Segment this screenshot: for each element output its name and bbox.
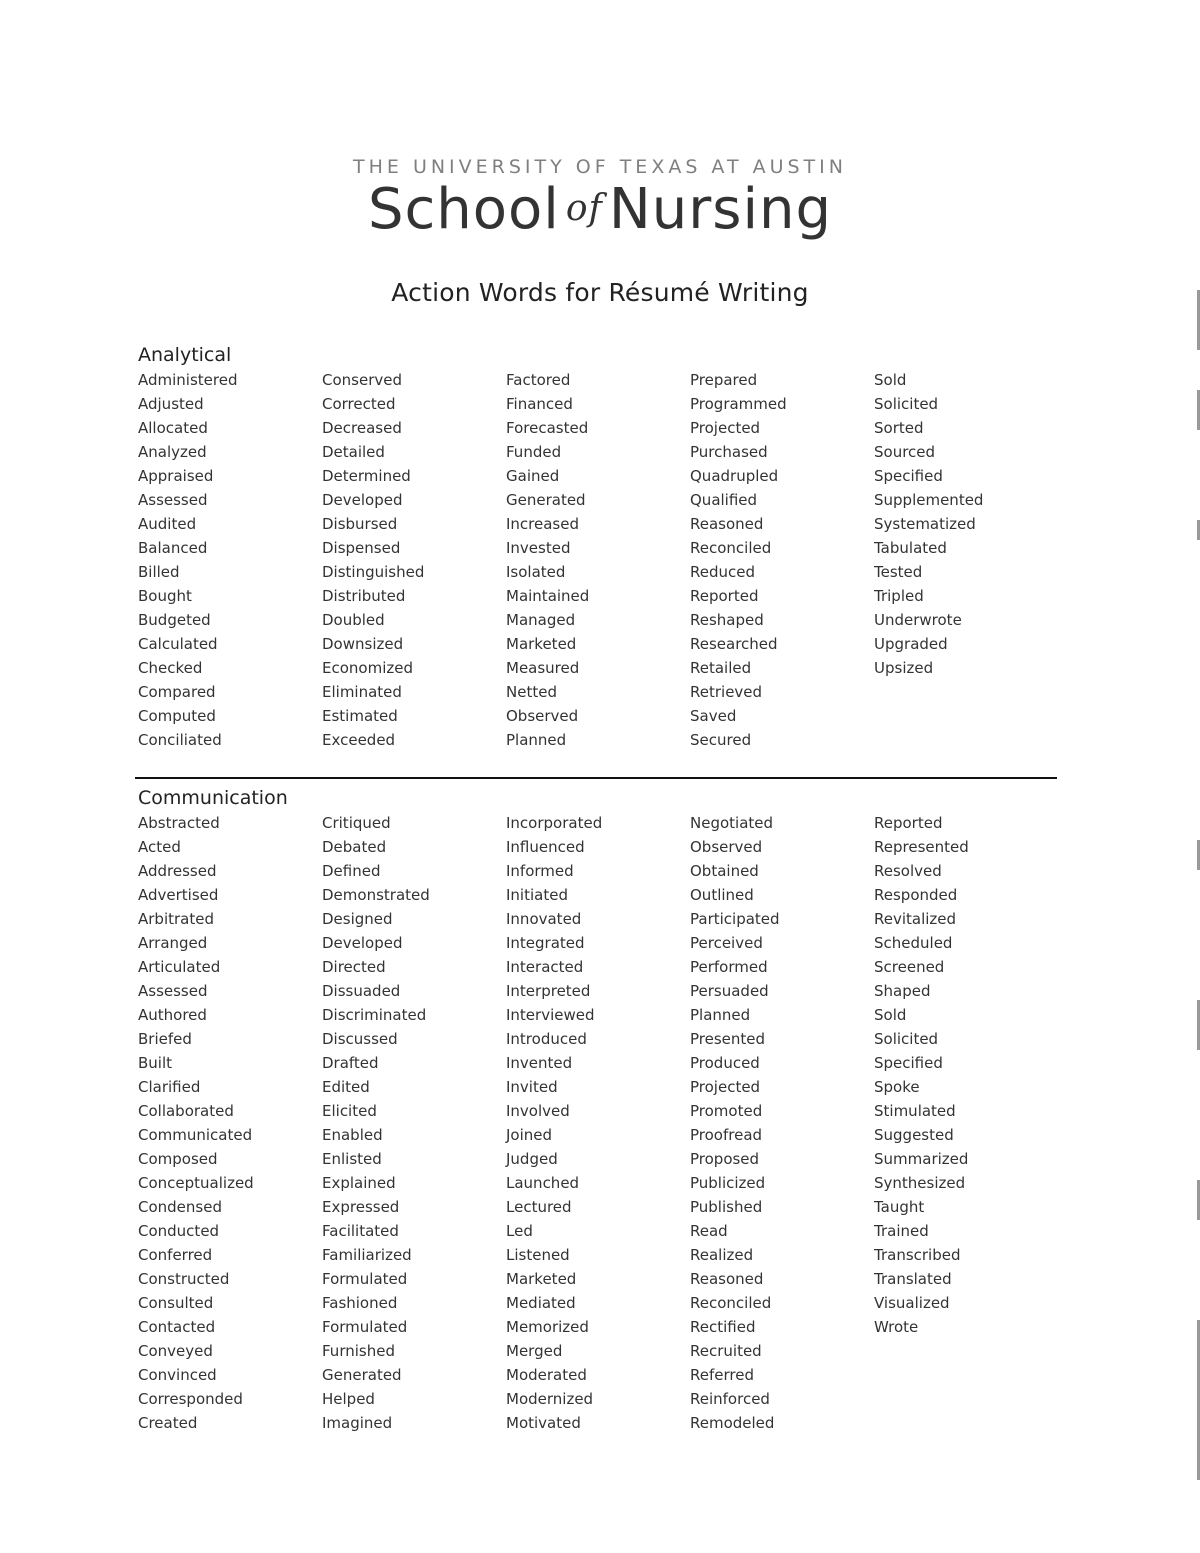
action-word: Directed bbox=[322, 958, 386, 976]
action-word: Decreased bbox=[322, 419, 402, 437]
school-name-suffix: Nursing bbox=[608, 177, 833, 242]
action-word: Drafted bbox=[322, 1054, 379, 1072]
action-word: Shaped bbox=[874, 982, 931, 1000]
action-word: Read bbox=[690, 1222, 728, 1240]
action-word: Proofread bbox=[690, 1126, 763, 1144]
university-name: THE UNIVERSITY OF TEXAS AT AUSTIN bbox=[353, 156, 847, 178]
action-word: Administered bbox=[138, 371, 238, 389]
word-column bbox=[322, 368, 506, 752]
action-word: Conciliated bbox=[138, 731, 222, 749]
action-word: Specified bbox=[874, 1054, 943, 1072]
action-word: Economized bbox=[322, 659, 413, 677]
word-column bbox=[322, 811, 506, 1435]
action-word: Downsized bbox=[322, 635, 404, 653]
action-word: Conducted bbox=[138, 1222, 220, 1240]
action-word: Computed bbox=[138, 707, 216, 725]
action-word: Compared bbox=[138, 683, 216, 701]
action-word: Conceptualized bbox=[138, 1174, 254, 1192]
action-word: Increased bbox=[506, 515, 580, 533]
action-word: Debated bbox=[322, 838, 387, 856]
action-word: Created bbox=[138, 1414, 198, 1432]
action-word: Scheduled bbox=[874, 934, 953, 952]
action-word: Informed bbox=[506, 862, 574, 880]
action-word: Joined bbox=[506, 1126, 553, 1144]
action-word: Reinforced bbox=[690, 1390, 770, 1408]
action-word: Sorted bbox=[874, 419, 924, 437]
action-word: Taught bbox=[874, 1198, 925, 1216]
action-word: Underwrote bbox=[874, 611, 962, 629]
action-word: Demonstrated bbox=[322, 886, 430, 904]
action-word: Arbitrated bbox=[138, 910, 214, 928]
action-word: Estimated bbox=[322, 707, 398, 725]
action-word: Planned bbox=[690, 1006, 751, 1024]
action-word: Reported bbox=[690, 587, 759, 605]
action-word: Transcribed bbox=[874, 1246, 961, 1264]
action-word: Discriminated bbox=[322, 1006, 427, 1024]
action-word: Conserved bbox=[322, 371, 402, 389]
action-word: Corrected bbox=[322, 395, 396, 413]
action-word: Motivated bbox=[506, 1414, 581, 1432]
action-word: Exceeded bbox=[322, 731, 396, 749]
action-word: Solicited bbox=[874, 1030, 939, 1048]
action-word: Elicited bbox=[322, 1102, 377, 1120]
action-word: Allocated bbox=[138, 419, 208, 437]
action-word: Familiarized bbox=[322, 1246, 412, 1264]
action-word: Convinced bbox=[138, 1366, 217, 1384]
action-word: Collaborated bbox=[138, 1102, 234, 1120]
action-word: Checked bbox=[138, 659, 203, 677]
action-word: Programmed bbox=[690, 395, 787, 413]
word-column bbox=[690, 368, 874, 752]
action-word: Listened bbox=[506, 1246, 570, 1264]
word-column bbox=[138, 368, 322, 752]
action-word: Participated bbox=[690, 910, 780, 928]
scan-edge-marks bbox=[1196, 280, 1200, 1500]
action-word: Responded bbox=[874, 886, 958, 904]
action-word: Persuaded bbox=[690, 982, 769, 1000]
action-word: Published bbox=[690, 1198, 763, 1216]
action-word: Financed bbox=[506, 395, 573, 413]
action-word: Proposed bbox=[690, 1150, 760, 1168]
action-word: Promoted bbox=[690, 1102, 763, 1120]
school-name-prefix: School bbox=[367, 177, 560, 242]
action-word: Negotiated bbox=[690, 814, 774, 832]
action-word: Trained bbox=[874, 1222, 929, 1240]
action-word: Prepared bbox=[690, 371, 758, 389]
action-word: Adjusted bbox=[138, 395, 204, 413]
action-word: Researched bbox=[690, 635, 778, 653]
action-word: Bought bbox=[138, 587, 192, 605]
action-word: Authored bbox=[138, 1006, 207, 1024]
action-word: Enlisted bbox=[322, 1150, 382, 1168]
action-word: Designed bbox=[322, 910, 393, 928]
action-word: Forecasted bbox=[506, 419, 589, 437]
action-word: Developed bbox=[322, 934, 403, 952]
action-word: Specified bbox=[874, 467, 943, 485]
action-word: Introduced bbox=[506, 1030, 587, 1048]
action-word: Formulated bbox=[322, 1318, 408, 1336]
word-column bbox=[690, 811, 874, 1435]
action-word: Briefed bbox=[138, 1030, 192, 1048]
action-word: Formulated bbox=[322, 1270, 408, 1288]
action-word: Advertised bbox=[138, 886, 219, 904]
action-word: Helped bbox=[322, 1390, 375, 1408]
action-word: Visualized bbox=[874, 1294, 950, 1312]
action-word: Constructed bbox=[138, 1270, 230, 1288]
action-word: Clarified bbox=[138, 1078, 201, 1096]
action-word: Mediated bbox=[506, 1294, 576, 1312]
action-word: Gained bbox=[506, 467, 560, 485]
action-word: Quadrupled bbox=[690, 467, 779, 485]
action-word: Arranged bbox=[138, 934, 208, 952]
section-communication bbox=[138, 785, 1058, 1435]
action-word: Communicated bbox=[138, 1126, 253, 1144]
action-word: Upgraded bbox=[874, 635, 948, 653]
action-word: Produced bbox=[690, 1054, 760, 1072]
action-word: Performed bbox=[690, 958, 768, 976]
action-word: Isolated bbox=[506, 563, 566, 581]
action-word: Supplemented bbox=[874, 491, 984, 509]
action-word: Edited bbox=[322, 1078, 370, 1096]
action-word: Expressed bbox=[322, 1198, 400, 1216]
action-word: Tested bbox=[874, 563, 923, 581]
action-word: Involved bbox=[506, 1102, 570, 1120]
action-word: Articulated bbox=[138, 958, 221, 976]
section-analytical bbox=[138, 342, 1058, 752]
action-word: Upsized bbox=[874, 659, 934, 677]
action-word: Remodeled bbox=[690, 1414, 775, 1432]
action-word: Marketed bbox=[506, 635, 577, 653]
action-word: Retailed bbox=[690, 659, 752, 677]
action-word: Conferred bbox=[138, 1246, 213, 1264]
action-word: Projected bbox=[690, 419, 761, 437]
action-word: Secured bbox=[690, 731, 752, 749]
action-word: Judged bbox=[506, 1150, 558, 1168]
action-word: Measured bbox=[506, 659, 580, 677]
action-word: Built bbox=[138, 1054, 173, 1072]
action-word: Tabulated bbox=[874, 539, 947, 557]
word-column bbox=[506, 811, 690, 1435]
action-word: Sold bbox=[874, 1006, 907, 1024]
action-word: Suggested bbox=[874, 1126, 954, 1144]
action-word: Analyzed bbox=[138, 443, 207, 461]
action-word: Dispensed bbox=[322, 539, 401, 557]
school-name bbox=[0, 178, 1200, 241]
action-word: Influenced bbox=[506, 838, 585, 856]
word-columns bbox=[138, 811, 1058, 1435]
action-word: Observed bbox=[690, 838, 763, 856]
action-word: Represented bbox=[874, 838, 969, 856]
action-word: Marketed bbox=[506, 1270, 577, 1288]
action-word: Translated bbox=[874, 1270, 952, 1288]
action-word: Distinguished bbox=[322, 563, 425, 581]
action-word: Enabled bbox=[322, 1126, 383, 1144]
action-word: Dissuaded bbox=[322, 982, 401, 1000]
action-word: Acted bbox=[138, 838, 181, 856]
action-word: Assessed bbox=[138, 491, 208, 509]
action-word: Disbursed bbox=[322, 515, 398, 533]
action-word: Led bbox=[506, 1222, 533, 1240]
action-word: Interviewed bbox=[506, 1006, 595, 1024]
action-word: Addressed bbox=[138, 862, 217, 880]
action-word: Revitalized bbox=[874, 910, 957, 928]
action-word: Reshaped bbox=[690, 611, 764, 629]
action-word: Conveyed bbox=[138, 1342, 213, 1360]
action-word: Contacted bbox=[138, 1318, 216, 1336]
action-word: Recruited bbox=[690, 1342, 762, 1360]
action-word: Doubled bbox=[322, 611, 385, 629]
action-word: Billed bbox=[138, 563, 180, 581]
action-word: Invented bbox=[506, 1054, 573, 1072]
action-word: Perceived bbox=[690, 934, 763, 952]
action-word: Discussed bbox=[322, 1030, 398, 1048]
action-word: Purchased bbox=[690, 443, 768, 461]
action-word: Detailed bbox=[322, 443, 385, 461]
action-word: Modernized bbox=[506, 1390, 594, 1408]
action-word: Managed bbox=[506, 611, 576, 629]
action-word: Fashioned bbox=[322, 1294, 398, 1312]
action-word: Outlined bbox=[690, 886, 754, 904]
action-word: Merged bbox=[506, 1342, 563, 1360]
action-word: Planned bbox=[506, 731, 567, 749]
action-word: Resolved bbox=[874, 862, 942, 880]
word-column bbox=[506, 368, 690, 752]
action-word: Assessed bbox=[138, 982, 208, 1000]
action-word: Explained bbox=[322, 1174, 396, 1192]
action-word: Critiqued bbox=[322, 814, 391, 832]
action-word: Systematized bbox=[874, 515, 976, 533]
action-word: Calculated bbox=[138, 635, 218, 653]
action-word: Realized bbox=[690, 1246, 754, 1264]
action-word: Interacted bbox=[506, 958, 584, 976]
action-word: Rectified bbox=[690, 1318, 756, 1336]
document-title: Action Words for Résumé Writing bbox=[391, 278, 809, 307]
action-word: Factored bbox=[506, 371, 571, 389]
section-divider bbox=[135, 777, 1057, 779]
action-word: Reasoned bbox=[690, 515, 764, 533]
action-word: Presented bbox=[690, 1030, 766, 1048]
action-word: Obtained bbox=[690, 862, 759, 880]
action-word: Interpreted bbox=[506, 982, 591, 1000]
action-word: Audited bbox=[138, 515, 197, 533]
action-word: Referred bbox=[690, 1366, 754, 1384]
action-word: Corresponded bbox=[138, 1390, 243, 1408]
action-word: Consulted bbox=[138, 1294, 214, 1312]
action-word: Imagined bbox=[322, 1414, 393, 1432]
action-word: Reasoned bbox=[690, 1270, 764, 1288]
action-word: Reported bbox=[874, 814, 943, 832]
action-word: Determined bbox=[322, 467, 411, 485]
action-word: Retrieved bbox=[690, 683, 763, 701]
action-word: Netted bbox=[506, 683, 557, 701]
action-word: Invited bbox=[506, 1078, 558, 1096]
action-word: Memorized bbox=[506, 1318, 589, 1336]
action-word: Funded bbox=[506, 443, 562, 461]
action-word: Wrote bbox=[874, 1318, 919, 1336]
action-word: Integrated bbox=[506, 934, 585, 952]
school-name-of: of bbox=[565, 188, 603, 229]
action-word: Tripled bbox=[874, 587, 924, 605]
action-word: Lectured bbox=[506, 1198, 572, 1216]
action-word: Developed bbox=[322, 491, 403, 509]
action-word: Eliminated bbox=[322, 683, 402, 701]
action-word: Projected bbox=[690, 1078, 761, 1096]
action-word: Solicited bbox=[874, 395, 939, 413]
word-columns bbox=[138, 368, 1058, 752]
action-word: Publicized bbox=[690, 1174, 766, 1192]
action-word: Sold bbox=[874, 371, 907, 389]
action-word: Qualified bbox=[690, 491, 758, 509]
word-column bbox=[874, 811, 1058, 1435]
action-word: Initiated bbox=[506, 886, 568, 904]
action-word: Appraised bbox=[138, 467, 214, 485]
action-word: Abstracted bbox=[138, 814, 220, 832]
section-heading: Communication bbox=[138, 787, 288, 809]
action-word: Distributed bbox=[322, 587, 406, 605]
action-word: Reconciled bbox=[690, 1294, 772, 1312]
action-word: Saved bbox=[690, 707, 737, 725]
action-word: Launched bbox=[506, 1174, 580, 1192]
action-word: Reconciled bbox=[690, 539, 772, 557]
action-word: Condensed bbox=[138, 1198, 222, 1216]
action-word: Spoke bbox=[874, 1078, 920, 1096]
action-word: Invested bbox=[506, 539, 571, 557]
action-word: Sourced bbox=[874, 443, 936, 461]
action-word: Composed bbox=[138, 1150, 218, 1168]
action-word: Facilitated bbox=[322, 1222, 399, 1240]
action-word: Maintained bbox=[506, 587, 590, 605]
word-column bbox=[138, 811, 322, 1435]
action-word: Budgeted bbox=[138, 611, 211, 629]
action-word: Generated bbox=[322, 1366, 402, 1384]
letterhead bbox=[0, 156, 1200, 241]
action-word: Defined bbox=[322, 862, 381, 880]
action-word: Furnished bbox=[322, 1342, 395, 1360]
action-word: Stimulated bbox=[874, 1102, 956, 1120]
action-word: Incorporated bbox=[506, 814, 603, 832]
action-word: Innovated bbox=[506, 910, 582, 928]
word-column bbox=[874, 368, 1058, 752]
section-heading: Analytical bbox=[138, 344, 232, 366]
action-word: Generated bbox=[506, 491, 586, 509]
action-word: Moderated bbox=[506, 1366, 587, 1384]
action-word: Screened bbox=[874, 958, 945, 976]
action-word: Reduced bbox=[690, 563, 756, 581]
action-word: Observed bbox=[506, 707, 579, 725]
action-word: Synthesized bbox=[874, 1174, 966, 1192]
action-word: Summarized bbox=[874, 1150, 969, 1168]
action-word: Balanced bbox=[138, 539, 208, 557]
